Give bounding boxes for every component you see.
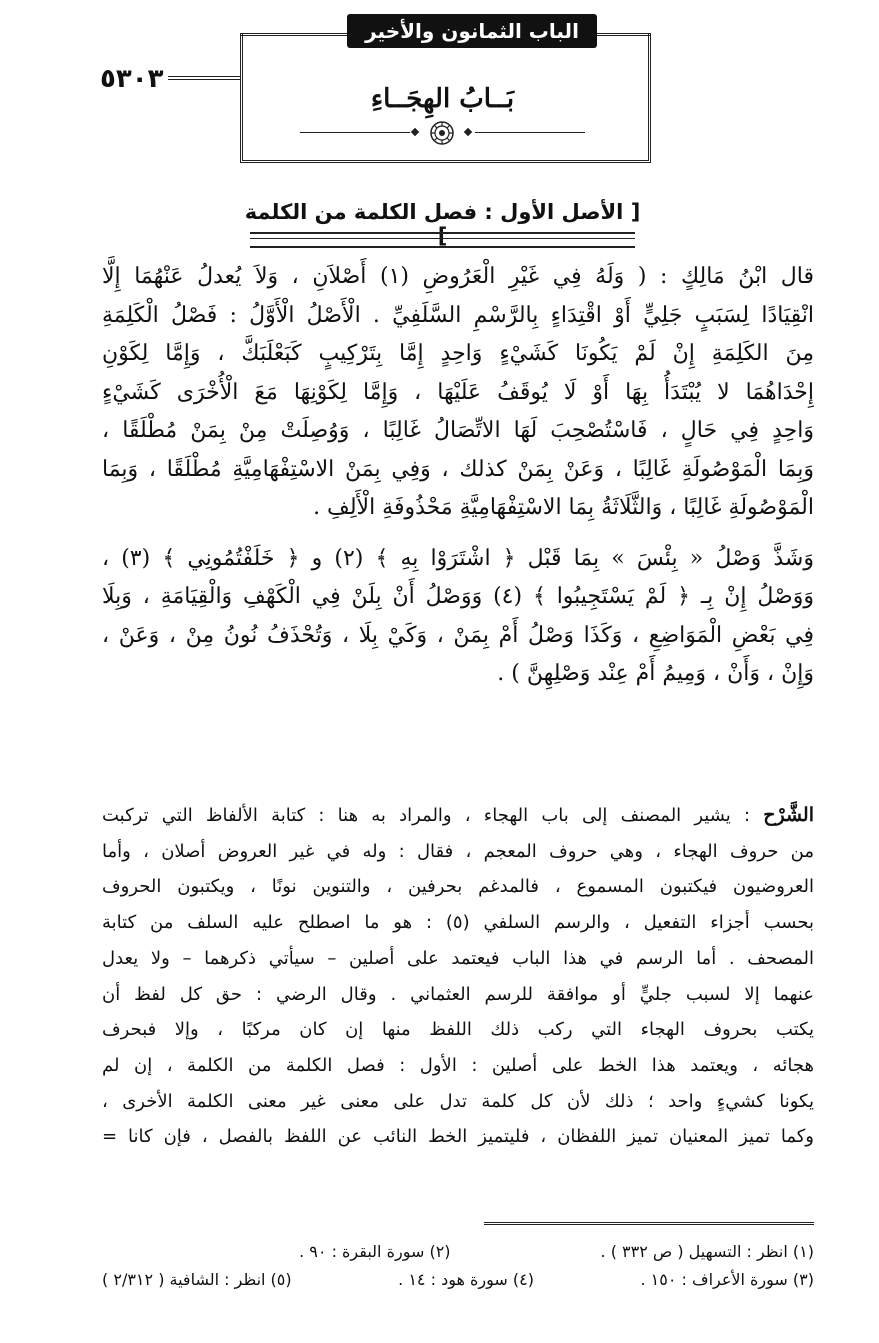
footnote-row bbox=[102, 1266, 814, 1294]
main-text-line: مِنَ الكَلِمَةِ إِنْ لَمْ يَكُونَا كَشَيْءٍ وَاحِدٍ إِمَّا بِتَرْكِيبٍ كَبَعْلَبَكَّ ، وَإِمَّا لِكَوْنِ bbox=[102, 341, 814, 366]
commentary-line bbox=[102, 798, 814, 834]
commentary-line: يكونا كشيءٍ واحد ؛ ذلك لأن كل كلمة تدل على معنى غير معنى الكلمة الأخرى ، bbox=[102, 1090, 814, 1112]
main-text-line: وَشَذَّ وَصْلُ « بِئْسَ » بِمَا قَبْل ﴿ اشْتَرَوْا بِهِ ﴾ (٢) و ﴿ خَلَفْتُمُونِي ﴾ (٣) ، bbox=[102, 545, 814, 571]
section-title: بَــابُ الهِجَــاءِ bbox=[370, 84, 515, 114]
footnote: (٤) سورة هود : ١٤ . bbox=[398, 1270, 534, 1289]
ornament-dot bbox=[411, 128, 419, 136]
commentary-line: عنهما إلا لسبب جليٍّ أو موافقة للرسم العثماني . وقال الرضي : حق كل لفظ أن bbox=[102, 983, 814, 1005]
main-text-line: قال ابْنُ مَالِكٍ : ( وَلَهُ فِي غَيْرِ الْعَرُوضِ (١) أَصْلاَنِ ، وَلاَ يُعدلُ عَنْهُمَا إِلَّا bbox=[102, 264, 814, 289]
main-text bbox=[102, 258, 814, 694]
star-flower-ornament-icon bbox=[428, 120, 456, 146]
commentary-line: يكتب بحروف الهجاء التي ركب ذلك اللفظ منها إن كان مركبًا ، وإلا فبحرف bbox=[102, 1019, 814, 1041]
footnote: (٣) سورة الأعراف : ١٥٠ . bbox=[640, 1270, 814, 1289]
main-text-line: وَاحِدٍ فِي حَالٍ ، فَاسْتُصْحِبَ لَهَا الاتِّصَالُ غَالِبًا ، وَوُصِلَتْ مِنْ بِمَنْ مُطْلَقًا ، bbox=[102, 418, 814, 443]
commentary-line: بحسب أجزاء التفعيل ، والرسم السلفي (٥) : هو ما اصطلح عليه السلف من كتابة bbox=[102, 912, 814, 934]
chapter-title: الباب الثمانون والأخير bbox=[347, 14, 597, 48]
commentary-line-text: : يشير المصنف إلى باب الهجاء ، والمراد به هنا : كتابة الألفاظ التي تركبت bbox=[102, 805, 764, 826]
footnote: (٢) سورة البقرة : ٩٠ . bbox=[299, 1242, 451, 1261]
section-ornament bbox=[300, 120, 585, 146]
commentary-line: العروضيون فيكتبون المسموع ، فالمدغم بحرفين ، والتنوين نونًا ، ويكتبون الحروف bbox=[102, 876, 814, 898]
page-number: ٥٣٠٣ bbox=[100, 64, 164, 94]
footnote: (١) انظر : التسهيل ( ص ٣٣٢ ) . bbox=[600, 1242, 814, 1261]
main-text-line: وَبِمَا الْمَوْصُولَةِ غَالِبًا ، وَعَنْ بِمَنْ كذلك ، وَفِي بِمَنْ الاسْتِفْهَامِيَّةِ مُطْلَقًا ، وَبِمَا bbox=[102, 456, 814, 482]
subheading-rules bbox=[250, 232, 635, 248]
commentary-line: هجائه ، ويعتمد هذا الخط على أصلين : الأول : فصل الكلمة من الكلمة ، إن لم bbox=[102, 1054, 814, 1076]
footnotes bbox=[102, 1238, 814, 1294]
footnote-row bbox=[102, 1238, 814, 1266]
ornament-rule-left bbox=[300, 132, 410, 133]
footnote-rule bbox=[484, 1222, 814, 1229]
commentary-line: من حروف الهجاء ، وهي حروف المعجم ، فقال : وله في غير العروض أصلان ، وأما bbox=[102, 840, 814, 862]
ornament-rule-right bbox=[475, 132, 585, 133]
page-number-rule bbox=[168, 76, 240, 80]
commentary bbox=[102, 798, 814, 1155]
subheading: [ الأصل الأول : فصل الكلمة من الكلمة ] bbox=[244, 200, 641, 248]
main-text-line: انْقِيَادًا لِسَبَبٍ جَلِيٍّ أَوْ اقْتِدَاءٍ بِالرَّسْمِ السَّلَفِيِّ . الْأَصْلُ الْأَوَّلُ : فَصْلُ الْكَلِمَةِ bbox=[102, 302, 814, 328]
footnote: (٥) انظر : الشافية ( ٢/٣١٢ ) bbox=[102, 1270, 292, 1289]
main-text-line: وَإِنْ ، وَأَنْ ، وَمِيمُ أَمْ عِنْد وَصْلِهِنَّ ) . bbox=[497, 661, 814, 686]
commentary-line: وكما تميز المعنيان تميز اللفظان ، فليتميز الخط النائب عن اللفظ بالفصل ، فإن كانا = bbox=[102, 1126, 814, 1148]
commentary-line: المصحف . أما الرسم في هذا الباب فيعتمد على أصلين – سيأتي ذكرهما – ولا يعدل bbox=[102, 947, 814, 969]
ornament-dot bbox=[464, 128, 472, 136]
commentary-label: الشَّرْح bbox=[763, 804, 814, 826]
main-text-line: الْمَوْصُولَةِ غَالِبًا ، وَالثَّلَاثَةُ بِمَا الاسْتِفْهَامِيَّةِ مَحْذُوفَةِ الْأَلِفِ . bbox=[313, 495, 814, 520]
main-text-line: إِحْدَاهُمَا لا يُبْتَدَأُ بِهَا أَوْ لَا يُوقَفُ عَلَيْهَا ، وَإِمَّا لِكَوْنِهَا مَعَ الْأُخْرَى كَشَيْءٍ bbox=[102, 379, 814, 405]
main-text-line: فِي بَعْضِ الْمَوَاضِعِ ، وَكَذَا وَصْلُ أَمْ بِمَنْ ، وَكَيْ بِلَا ، وَتُحْذَفُ نُونُ مِنْ ، وَعَنْ ، bbox=[102, 622, 814, 648]
main-text-line: وَوَصْلُ إِنْ بِـ ﴿ لَمْ يَسْتَجِيبُوا ﴾ (٤) وَوَصْلُ أَنْ بِلَنْ فِي الْكَهْفِ وَالْقِيَامَةِ ، وَبِلَا bbox=[102, 584, 814, 609]
